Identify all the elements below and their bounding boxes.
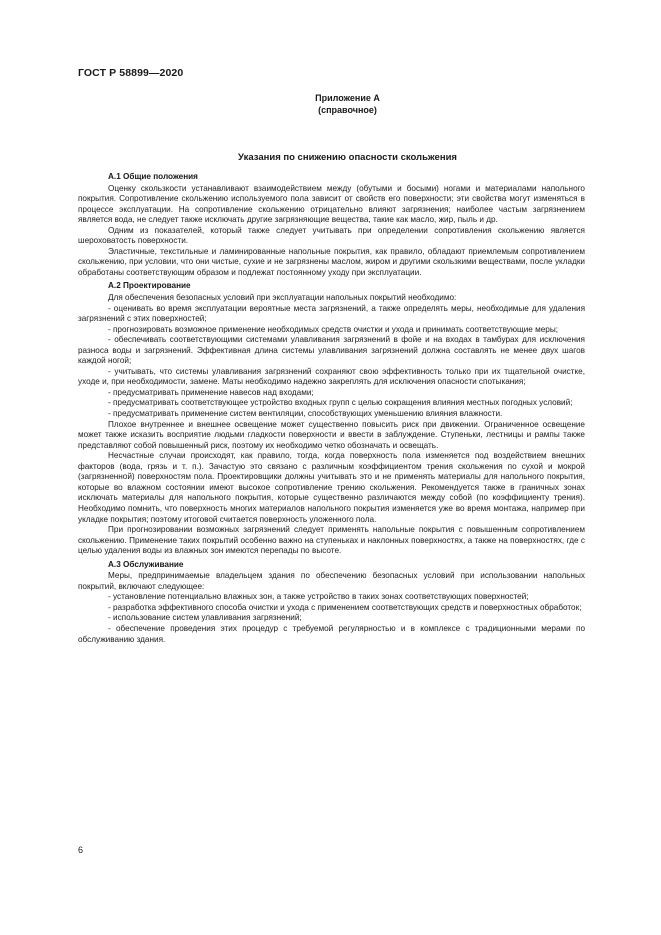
appendix-title: Приложение А: [315, 93, 380, 103]
appendix-subtitle: (справочное): [318, 105, 377, 115]
paragraph: Одним из показателей, который также следует учитывать при определении сопротивления скольжению является шероховатость поверхности.: [78, 225, 585, 246]
list-item: - учитывать, что системы улавливания загрязнений сохраняют свою эффективность только при их тщательной очистке, уходе и, при необходимости, замене. Маты необходимо надежно закреплять для исключения опасности спотыкания;: [78, 366, 585, 387]
main-title: Указания по снижению опасности скольжения: [238, 152, 457, 163]
list-item: - прогнозировать возможное применение необходимых средств очистки и ухода и принимать соответствующие меры;: [108, 324, 559, 334]
list-item: - обеспечение проведения этих процедур с требуемой регулярностью и в комплексе с традиционными мерами по обслуживанию здания.: [78, 623, 585, 644]
paragraph: Плохое внутреннее и внешнее освещение может существенно повысить риск при движении. Ограниченное освещение может также исказить восприятие людьми гладкости поверхности и ввести в заблуждение. Ступеньки, лестницы и рампы также представляют собой повышенный риск, поэтому их необходимо четко обозначать и освещать.: [78, 419, 585, 450]
section-heading: А.1 Общие положения: [108, 172, 198, 181]
paragraph: Эластичные, текстильные и ламинированные напольные покрытия, как правило, обладают приемлемым сопротивлением скольжению, при условии, что они чистые, сухие и не загрязнены маслом, жиром и другими скользкими веществами, после укладки обработаны соответствующим образом и подлежат постоянному уходу при эксплуатации.: [78, 246, 585, 277]
appendix-block: [0, 92, 661, 116]
paragraph: Оценку скользкости устанавливают взаимодействием между (обутыми и босыми) ногами и материалами напольного покрытия. Сопротивление скольжению используемого пола зависит от свойств его поверхности; эти свойства могут изменяться в процессе эксплуатации. На сопротивление скольжению отрицательно влияют загрязнения; наиболее частым загрязнением является вода, не следует также исключать другие загрязняющие вещества, такие как масло, жир, пыль и др.: [78, 183, 585, 225]
list-item: - оценивать во время эксплуатации вероятные места загрязнений, а также определять меры, необходимые для удаления загрязнений с этих поверхностей;: [78, 303, 585, 324]
paragraph: Для обеспечения безопасных условий при эксплуатации напольных покрытий необходимо:: [108, 293, 457, 303]
section-heading: А.2 Проектирование: [108, 281, 191, 291]
paragraph: При прогнозировании возможных загрязнений следует применять напольные покрытия с повышенным сопротивлением скольжению. Применение таких покрытий особенно важно на ступеньках и наклонных поверхностях, а также на поверхностях, где с целью удаления воды из влажных зон имеются перепады по высоте.: [78, 525, 585, 556]
list-item: - использование систем улавливания загрязнений;: [108, 613, 302, 623]
list-item: - предусматривать применение систем вентиляции, способствующих уменьшению влияния влажности.: [108, 409, 503, 419]
list-item: - обеспечивать соответствующими системами улавливания загрязнений в фойе и на входах в тамбурах для исключения разноса воды и загрязнений. Эффективная длина системы улавливания загрязнений должна составлять не менее двух шагов каждой ногой;: [78, 335, 585, 366]
list-item: - предусматривать соответствующее устройство входных групп с целью сокращения влияния местных погодных условий;: [108, 398, 573, 408]
paragraph: Меры, предпринимаемые владельцем здания по обеспечению безопасных условий при использовании напольных покрытий, включают следующее:: [78, 571, 585, 591]
body-text: [78, 169, 585, 645]
paragraph: Несчастные случаи происходят, как правило, тогда, когда поверхность пола изменяется под воздействием внешних факторов (вода, грязь и т. п.). Зачастую это связано с различным коэффициентом трения скольжения по сухой и мокрой (загрязненной) поверхностям пола. Проектировщики должны учитывать это и не применять материалы для напольного покрытия, которые во влажном состоянии имеют высокое сопротивление трению скольжения. Рекомендуется также в граничных зонах исключать материалы для напольного покрытия, которые существенно различаются между собой (по коэффициенту трения). Необходимо помнить, что поверхность многих материалов напольного покрытия изменяется уже во время монтажа, например при укладке покрытия; поэтому итоговой считается поверхность уложенного пола.: [78, 451, 585, 524]
list-item: - разработка эффективного способа очистки и ухода с применением соответствующих средств и поверхностных обработок;: [108, 602, 582, 612]
list-item: - предусматривать применение навесов над входами;: [108, 387, 314, 397]
section-heading: А.3 Обслуживание: [108, 559, 184, 569]
standard-header: ГОСТ Р 58899—2020: [78, 67, 184, 79]
page-number: 6: [78, 845, 84, 855]
list-item: - установление потенциально влажных зон, а также устройство в таких зонах соответствующих поверхностей;: [108, 592, 529, 602]
